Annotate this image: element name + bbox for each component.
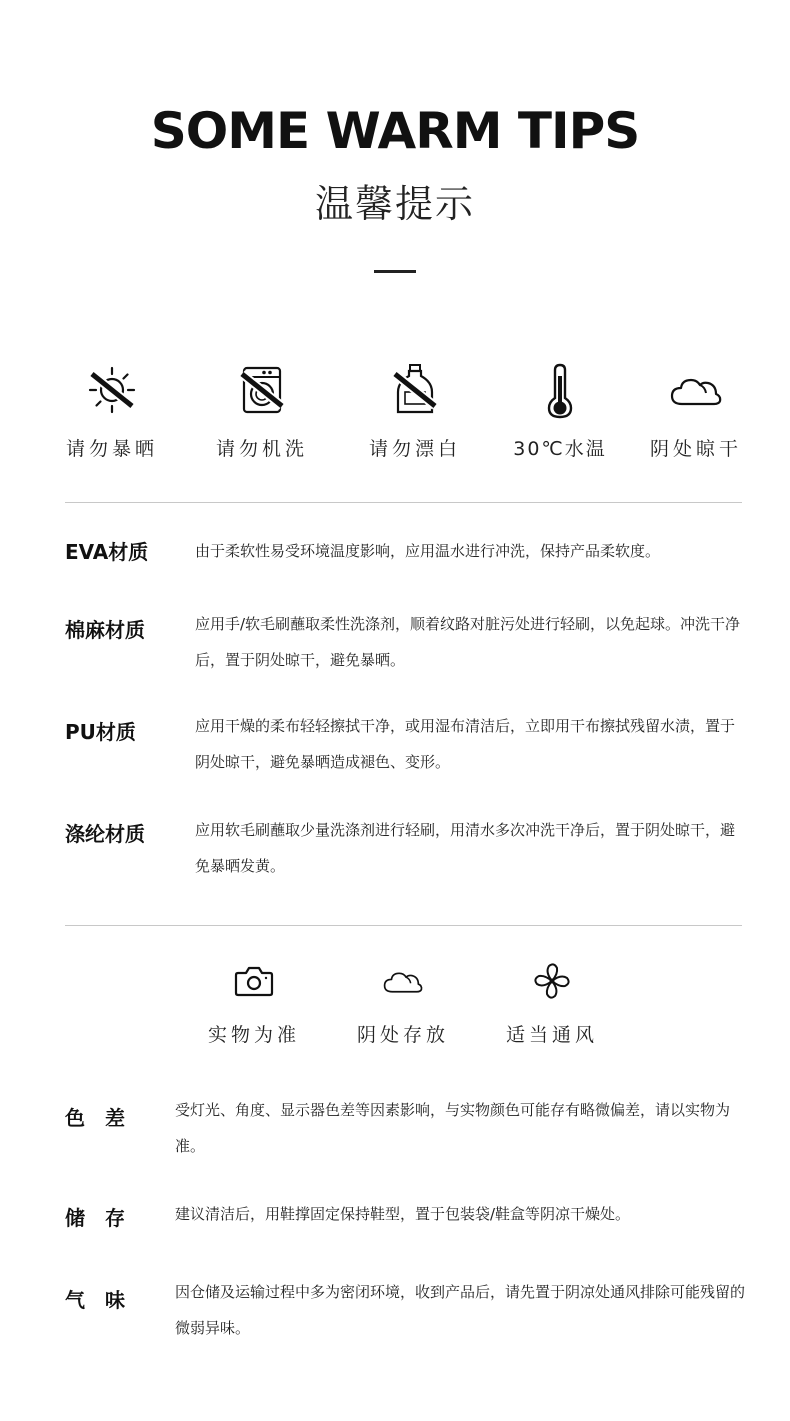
divider	[65, 925, 742, 926]
thermometer-icon	[530, 360, 590, 420]
note-name: 气味	[65, 1288, 145, 1312]
care-item-no-sun	[42, 360, 182, 461]
material-desc: 应用干燥的柔布轻轻擦拭干净，或用湿布清洁后，立即用干布擦拭残留水渍，置于阴处晾干，避免暴晒造成褪色、变形。	[195, 717, 736, 771]
storage-label: 实物为准	[207, 1024, 300, 1046]
storage-item-ventilate	[487, 958, 617, 1047]
material-name: PU材质	[65, 720, 136, 744]
material-name: 涤纶材质	[65, 822, 145, 846]
storage-icons-row	[195, 958, 615, 1058]
note-desc: 因仓储及运输过程中多为密闭环境，收到产品后，请先置于阴凉处通风排除可能残留的微弱异味。	[175, 1283, 746, 1337]
material-name: EVA材质	[65, 540, 149, 564]
note-desc: 建议清洁后，用鞋撑固定保持鞋型，置于包装袋/鞋盒等阴凉干燥处。	[175, 1205, 631, 1223]
no-bleach-icon	[385, 360, 445, 420]
material-name: 棉麻材质	[65, 618, 145, 642]
no-sun-icon	[82, 360, 142, 420]
storage-item-actual	[189, 958, 319, 1047]
care-label: 30℃水温	[513, 438, 607, 460]
title-dash	[374, 270, 416, 273]
no-machine-wash-icon	[232, 360, 292, 420]
care-label: 请勿暴晒	[65, 438, 158, 460]
care-icons-row	[40, 360, 760, 470]
note-name: 储存	[65, 1206, 145, 1230]
material-desc: 应用软毛刷蘸取少量洗涤剂进行轻刷，用清水多次冲洗干净后，置于阴处晾干，避免暴晒发黄。	[195, 821, 736, 875]
care-label: 请勿机洗	[215, 438, 308, 460]
storage-label: 适当通风	[505, 1024, 598, 1046]
care-label: 阴处晾干	[649, 438, 742, 460]
care-item-shade-dry	[626, 360, 766, 461]
cloud-icon	[666, 360, 726, 420]
storage-label: 阴处存放	[356, 1024, 449, 1046]
material-desc: 由于柔软性易受环境温度影响，应用温水进行冲洗，保持产品柔软度。	[195, 542, 661, 560]
page-title: SOME WARM TIPS	[150, 102, 640, 160]
material-desc: 应用手/软毛刷蘸取柔性洗涤剂，顺着纹路对脏污处进行轻刷，以免起球。冲洗干净后，置于阴处晾干，避免暴晒。	[195, 615, 741, 669]
divider	[65, 502, 742, 503]
camera-icon	[231, 958, 277, 1004]
fan-icon	[529, 958, 575, 1004]
storage-item-shade	[338, 958, 468, 1047]
cloud-icon	[380, 958, 426, 1004]
care-item-no-bleach	[345, 360, 485, 461]
note-name: 色差	[65, 1106, 145, 1130]
note-desc: 受灯光、角度、显示器色差等因素影响，与实物颜色可能存有略微偏差，请以实物为准。	[175, 1101, 731, 1155]
care-item-no-machine-wash	[192, 360, 332, 461]
care-label: 请勿漂白	[368, 438, 461, 460]
page-subtitle: 温馨提示	[314, 182, 475, 226]
care-item-water-temp	[490, 360, 630, 461]
